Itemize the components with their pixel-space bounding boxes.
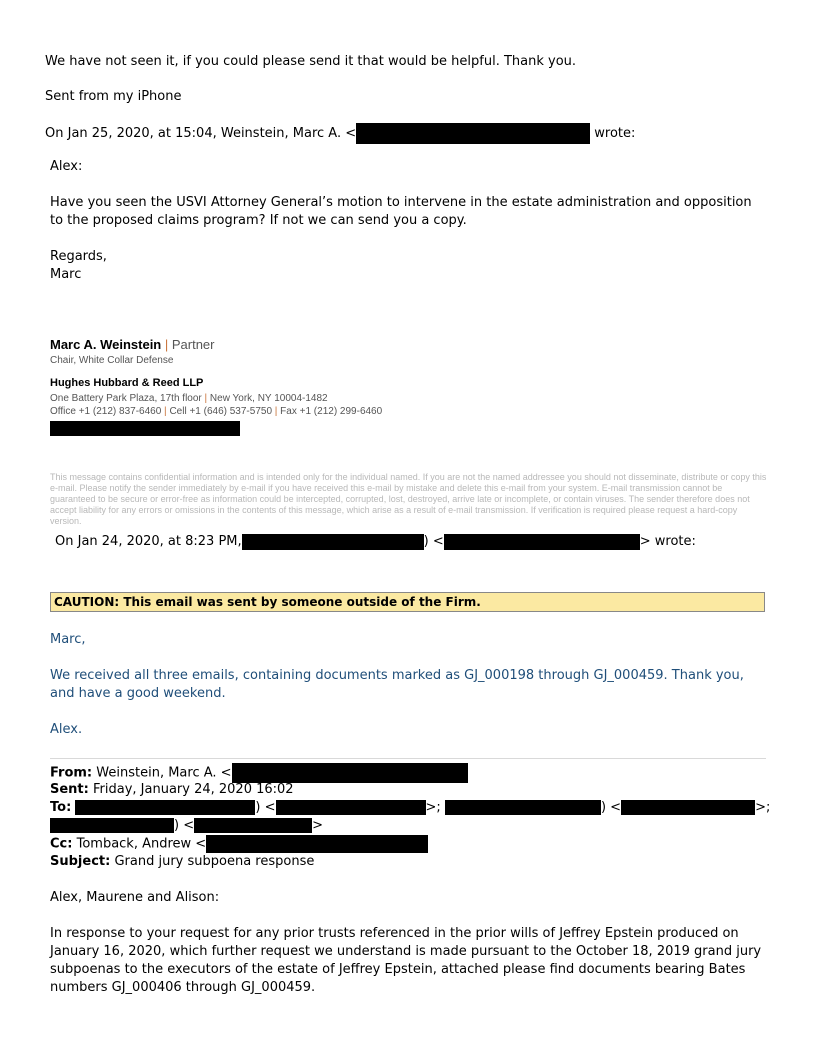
quote-header-1	[45, 123, 635, 144]
address-city: New York, NY 10004-1482	[209, 393, 328, 404]
to-separator: >;	[425, 800, 441, 815]
to-separator: ) <	[255, 800, 276, 815]
to-separator: >;	[755, 800, 771, 815]
redaction-block	[50, 818, 174, 833]
marc-body: Have you seen the USVI Attorney General’s motion to intervene in the estate administration and opposition to the proposed claims program? If not we can send you a copy.	[50, 195, 752, 228]
signature-title: Partner	[171, 337, 215, 352]
email-disclaimer: This message contains confidential information and is intended only for the individual named. If you are not the named addressee you should not disseminate, distribute or copy this e-mail. Please notify the sender immediately by e-mail if you have received this e-mail by mistake and delete this e-mail from your system. E-mail transmission cannot be guaranteed to be secure or error-free as information could be intercepted, corrupted, lost, destroyed, arrive late or incomplete, or contain viruses. The sender therefore does not accept liability for any errors or omissions in the contents of this message, which arise as a result of e-mail transmission. If verification is required please request a hard-copy version.	[50, 472, 767, 526]
address-street: One Battery Park Plaza, 17th floor	[50, 393, 202, 404]
signature-separator: |	[161, 337, 172, 352]
marc-salutation: Alex:	[50, 159, 83, 174]
redaction-block	[75, 800, 255, 815]
phone-cell: Cell +1 (646) 537-5750	[169, 406, 273, 417]
quote-header-2-pre: On Jan 24, 2020, at 8:23 PM,	[55, 534, 242, 549]
to-label: To:	[50, 800, 72, 815]
header-sent	[50, 781, 294, 799]
subject-value: Grand jury subpoena response	[114, 854, 315, 869]
sent-from-line: Sent from my iPhone	[45, 89, 182, 104]
reply-line: We have not seen it, if you could please send it that would be helpful. Thank you.	[45, 54, 577, 69]
redaction-block	[621, 800, 755, 815]
address-pipe: |	[201, 393, 210, 404]
header-to-cont	[50, 817, 323, 835]
quote-header-2-mid: ) <	[423, 534, 444, 549]
quote-header-2-post: > wrote:	[639, 534, 696, 549]
to-separator: ) <	[600, 800, 622, 815]
redaction-block	[242, 534, 424, 550]
alex-body: We received all three emails, containing documents marked as GJ_000198 through GJ_000459. Thank you, and have a good weekend.	[50, 668, 744, 701]
redaction-block	[232, 763, 468, 783]
redaction-block	[445, 800, 601, 815]
subject-label: Subject:	[50, 854, 111, 869]
signature-address	[50, 393, 328, 405]
redaction-block	[206, 835, 428, 853]
quote-header-1-pre: On Jan 25, 2020, at 15:04, Weinstein, Marc A. <	[45, 126, 357, 141]
header-subject	[50, 853, 314, 871]
signature-phones	[50, 406, 382, 418]
quote-header-2	[55, 533, 696, 551]
marc-closing-name: Marc	[50, 267, 82, 282]
to-separator: ) <	[174, 818, 195, 833]
sent-label: Sent:	[50, 782, 89, 797]
signature-firm: Hughes Hubbard & Reed LLP	[50, 377, 204, 389]
signature-name-line	[50, 337, 215, 352]
message-divider	[50, 758, 766, 759]
original-salutation: Alex, Maurene and Alison:	[50, 890, 220, 905]
header-cc	[50, 835, 428, 854]
phone-fax: Fax +1 (212) 299-6460	[280, 406, 383, 417]
alex-salutation: Marc,	[50, 632, 86, 647]
redaction-block	[50, 421, 240, 436]
marc-closing-regards: Regards,	[50, 249, 107, 264]
signature-role: Chair, White Collar Defense	[50, 355, 174, 366]
redaction-block	[194, 818, 312, 833]
quote-header-1-post: wrote:	[590, 126, 636, 141]
from-label: From:	[50, 765, 93, 781]
redaction-block	[444, 534, 640, 550]
signature-name: Marc A. Weinstein	[50, 337, 162, 352]
header-from	[50, 763, 468, 783]
caution-banner: CAUTION: This email was sent by someone outside of the Firm.	[50, 592, 765, 612]
cc-value: Tomback, Andrew <	[76, 836, 207, 852]
cc-label: Cc:	[50, 836, 73, 852]
header-to	[50, 799, 770, 817]
to-separator: >	[312, 818, 324, 833]
phone-pipe-2: |	[272, 406, 281, 417]
sent-value: Friday, January 24, 2020 16:02	[93, 782, 294, 797]
phone-pipe-1: |	[161, 406, 170, 417]
from-value: Weinstein, Marc A. <	[96, 765, 232, 781]
original-body: In response to your request for any prior trusts referenced in the prior wills of Jeffrey Epstein produced on January 16, 2020, which further request we understand is made pursuant to the October 18, 2019 grand jury subpoenas to the executors of the estate of Jeffrey Epstein, attached please find documents bearing Bates numbers GJ_000406 through GJ_000459.	[50, 926, 762, 995]
phone-office: Office +1 (212) 837-6460	[50, 406, 162, 417]
redaction-block	[276, 800, 426, 815]
redaction-block	[356, 123, 590, 144]
alex-signoff: Alex.	[50, 722, 83, 737]
